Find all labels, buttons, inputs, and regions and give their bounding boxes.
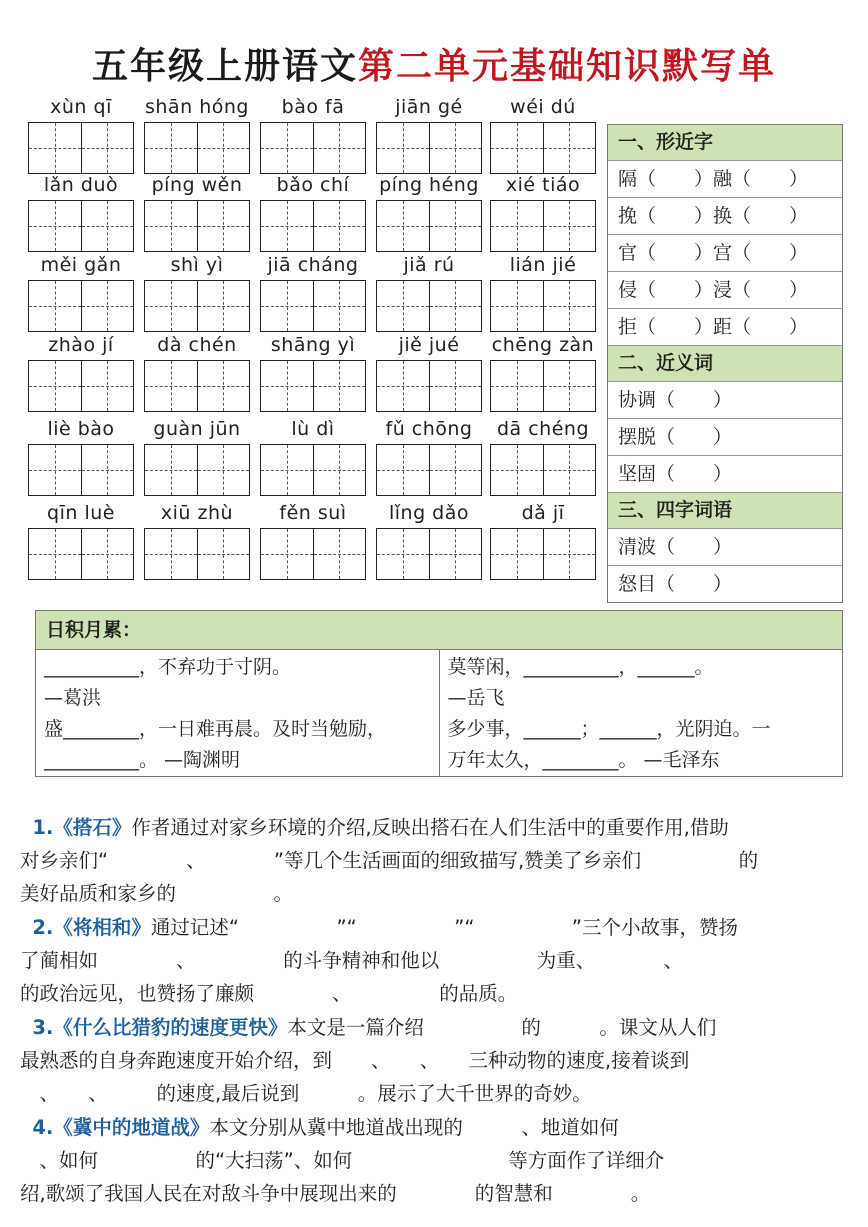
- tianzige-box[interactable]: [544, 361, 596, 411]
- lesson-title: 《什么比猎豹的速度更快》: [53, 1016, 288, 1039]
- pinyin-word-group: [376, 170, 482, 252]
- pinyin-word-group: [144, 330, 250, 412]
- lesson-number: 4.: [32, 1116, 54, 1139]
- pinyin-word-group: [490, 330, 596, 412]
- tianzige-box[interactable]: [82, 281, 134, 331]
- synonym-item[interactable]: 摆脱（ ）: [608, 419, 842, 456]
- lesson-text: 本文分别从冀中地道战出现的 、地道如何 、如何 的“大扫荡”、如何 等方面作了详细介 绍,歌颂了我国人民在对敌斗争中展现出来的 的智慧和 。: [20, 1116, 665, 1205]
- writing-boxes: [144, 528, 250, 580]
- pinyin-word-group: [260, 92, 366, 174]
- tianzige-box[interactable]: [430, 361, 482, 411]
- pinyin-word-group: [376, 498, 482, 580]
- tianzige-box[interactable]: [377, 445, 430, 495]
- pinyin-word-group: [260, 170, 366, 252]
- tianzige-box[interactable]: [198, 201, 250, 251]
- synonym-item[interactable]: 协调（ ）: [608, 382, 842, 419]
- tianzige-box[interactable]: [377, 201, 430, 251]
- pinyin-label: zhào jí: [48, 334, 114, 356]
- idiom-item[interactable]: 怒目（ ）: [618, 573, 733, 595]
- writing-boxes: [260, 528, 366, 580]
- tianzige-box[interactable]: [261, 361, 314, 411]
- pinyin-label: chēng zàn: [491, 334, 595, 356]
- tianzige-box[interactable]: [491, 281, 544, 331]
- lesson-text: 作者通过对家乡环境的介绍,反映出搭石在人们生活中的重要作用,借助 对乡亲们“ 、 ”等几个生活画面的细致描写,赞美了乡亲们 的 美好品质和家乡的 。: [20, 816, 759, 905]
- tianzige-box[interactable]: [314, 529, 366, 579]
- tianzige-box[interactable]: [29, 445, 82, 495]
- daily-accumulation-heading: 日积月累：: [36, 611, 842, 650]
- tianzige-box[interactable]: [491, 201, 544, 251]
- pinyin-word-group: [376, 414, 482, 496]
- pinyin-word-group: [144, 92, 250, 174]
- tianzige-box[interactable]: [261, 281, 314, 331]
- writing-boxes: [28, 444, 134, 496]
- tianzige-box[interactable]: [491, 123, 544, 173]
- similar-char-item[interactable]: 拒（ ）距（ ）: [608, 309, 842, 346]
- tianzige-box[interactable]: [544, 529, 596, 579]
- writing-boxes: [144, 444, 250, 496]
- tianzige-box[interactable]: [29, 123, 82, 173]
- tianzige-box[interactable]: [145, 361, 198, 411]
- pinyin-word-group: [144, 414, 250, 496]
- pinyin-row: [28, 414, 600, 500]
- pinyin-word-group: [260, 330, 366, 412]
- pinyin-word-group: [490, 250, 596, 332]
- pinyin-word-group: [376, 250, 482, 332]
- pinyin-word-group: [144, 170, 250, 252]
- lesson-number: 1.: [32, 816, 54, 839]
- synonym-item[interactable]: 坚固（ ）: [608, 456, 842, 493]
- title-grade: 五年级上册语文: [91, 46, 358, 87]
- pinyin-label: dǎ jī: [521, 502, 565, 524]
- tianzige-box[interactable]: [377, 361, 430, 411]
- writing-boxes: [376, 360, 482, 412]
- lesson-title: 《搭石》: [53, 816, 132, 839]
- tianzige-box[interactable]: [145, 281, 198, 331]
- tianzige-box[interactable]: [29, 281, 82, 331]
- tianzige-box[interactable]: [198, 445, 250, 495]
- pinyin-label: shāng yì: [270, 334, 356, 356]
- section-heading-synonyms: 二、近义词: [608, 346, 842, 382]
- pinyin-label: dà chén: [157, 334, 237, 356]
- tianzige-box[interactable]: [145, 201, 198, 251]
- writing-boxes: [490, 528, 596, 580]
- tianzige-box[interactable]: [145, 529, 198, 579]
- pinyin-word-group: [490, 92, 596, 174]
- writing-boxes: [28, 122, 134, 174]
- writing-boxes: [490, 122, 596, 174]
- tianzige-box[interactable]: [430, 281, 482, 331]
- pinyin-label: guàn jūn: [153, 418, 241, 440]
- pinyin-label: jiā cháng: [267, 254, 359, 276]
- tianzige-box[interactable]: [377, 123, 430, 173]
- pinyin-word-group: [260, 498, 366, 580]
- tianzige-box[interactable]: [82, 123, 134, 173]
- pinyin-label: shān hóng: [145, 96, 249, 118]
- pinyin-label: qīn luè: [47, 502, 115, 524]
- page-title: [0, 38, 868, 89]
- tianzige-box[interactable]: [491, 529, 544, 579]
- writing-boxes: [144, 360, 250, 412]
- section-heading-similar-chars: 一、形近字: [608, 125, 842, 161]
- writing-boxes: [376, 200, 482, 252]
- tianzige-box[interactable]: [82, 445, 134, 495]
- writing-boxes: [490, 280, 596, 332]
- pinyin-word-group: [28, 92, 134, 174]
- similar-char-item[interactable]: 隔（ ）融（ ）: [608, 161, 842, 198]
- tianzige-box[interactable]: [145, 445, 198, 495]
- tianzige-box[interactable]: [29, 201, 82, 251]
- writing-boxes: [260, 200, 366, 252]
- writing-boxes: [260, 444, 366, 496]
- writing-boxes: [490, 360, 596, 412]
- pinyin-label: píng wěn: [151, 174, 243, 196]
- writing-boxes: [28, 360, 134, 412]
- pinyin-word-group: [376, 92, 482, 174]
- tianzige-box[interactable]: [430, 201, 482, 251]
- similar-char-item[interactable]: 挽（ ）换（ ）: [608, 198, 842, 235]
- pinyin-label: xiū zhù: [160, 502, 234, 524]
- tianzige-box[interactable]: [82, 361, 134, 411]
- writing-boxes: [144, 280, 250, 332]
- pinyin-row: [28, 92, 600, 178]
- tianzige-box[interactable]: [261, 123, 314, 173]
- tianzige-box[interactable]: [314, 445, 366, 495]
- writing-boxes: [260, 280, 366, 332]
- tianzige-box[interactable]: [430, 123, 482, 173]
- pinyin-label: měi gǎn: [40, 254, 122, 276]
- pinyin-label: lù dì: [291, 418, 335, 440]
- writing-boxes: [376, 444, 482, 496]
- title-unit: 第二单元基础知识默写单: [358, 46, 777, 87]
- tianzige-box[interactable]: [261, 529, 314, 579]
- pinyin-label: shì yì: [170, 254, 224, 276]
- lesson-number: 2.: [32, 916, 54, 939]
- writing-boxes: [144, 122, 250, 174]
- writing-boxes: [28, 200, 134, 252]
- pinyin-word-group: [28, 414, 134, 496]
- tianzige-box[interactable]: [377, 281, 430, 331]
- pinyin-row: [28, 170, 600, 256]
- pinyin-label: xié tiáo: [505, 174, 581, 196]
- lesson-title: 《将相和》: [53, 916, 151, 939]
- tianzige-box[interactable]: [198, 361, 250, 411]
- writing-boxes: [144, 200, 250, 252]
- similar-char-item[interactable]: 官（ ）宫（ ）: [608, 235, 842, 272]
- pinyin-label: fǔ chōng: [385, 418, 473, 440]
- tianzige-box[interactable]: [82, 529, 134, 579]
- pinyin-label: xùn qī: [50, 96, 112, 118]
- lesson-text: 本文是一篇介绍 的 。课文从人们 最熟悉的自身奔跑速度开始介绍，到 、 、 三种动物的速度,接着谈到 、 、 的速度,最后说到 。展示了大千世界的奇妙。: [20, 1016, 717, 1105]
- tianzige-box[interactable]: [314, 123, 366, 173]
- pinyin-word-group: [28, 498, 134, 580]
- pinyin-label: píng héng: [379, 174, 479, 196]
- tianzige-box[interactable]: [261, 201, 314, 251]
- pinyin-row: [28, 330, 600, 416]
- pinyin-label: jiǎ rú: [403, 254, 455, 276]
- writing-boxes: [28, 528, 134, 580]
- tianzige-box[interactable]: [377, 529, 430, 579]
- pinyin-word-group: [260, 250, 366, 332]
- daily-quotes-right[interactable]: 莫等闲，__________，______。 —岳飞 多少事，______；______，光阴迫。一 万年太久，________。 —毛泽东: [447, 656, 771, 771]
- writing-boxes: [28, 280, 134, 332]
- writing-boxes: [260, 122, 366, 174]
- tianzige-box[interactable]: [544, 201, 596, 251]
- idiom-item[interactable]: 清波（ ）: [608, 529, 842, 566]
- pinyin-word-group: [28, 170, 134, 252]
- pinyin-word-group: [144, 250, 250, 332]
- pinyin-label: lǐng dǎo: [388, 502, 470, 524]
- pinyin-label: bǎo chí: [276, 174, 350, 196]
- tianzige-box[interactable]: [544, 281, 596, 331]
- tianzige-box[interactable]: [544, 445, 596, 495]
- pinyin-label: fěn suì: [279, 502, 347, 524]
- pinyin-row: [28, 250, 600, 336]
- tianzige-box[interactable]: [314, 281, 366, 331]
- pinyin-word-group: [28, 330, 134, 412]
- daily-accumulation-box: [35, 610, 843, 777]
- pinyin-word-group: [490, 414, 596, 496]
- section-heading-idioms: 三、四字词语: [608, 493, 842, 529]
- tianzige-box[interactable]: [430, 445, 482, 495]
- pinyin-label: lǎn duò: [43, 174, 119, 196]
- pinyin-label: jiě jué: [398, 334, 460, 356]
- lesson-paragraph[interactable]: [20, 1078, 850, 1210]
- pinyin-label: liè bào: [47, 418, 115, 440]
- tianzige-box[interactable]: [491, 361, 544, 411]
- writing-boxes: [376, 280, 482, 332]
- tianzige-box[interactable]: [544, 123, 596, 173]
- writing-boxes: [490, 444, 596, 496]
- tianzige-box[interactable]: [82, 201, 134, 251]
- pinyin-word-group: [490, 170, 596, 252]
- writing-boxes: [490, 200, 596, 252]
- pinyin-label: bào fā: [281, 96, 345, 118]
- pinyin-row: [28, 498, 600, 584]
- tianzige-box[interactable]: [145, 123, 198, 173]
- tianzige-box[interactable]: [314, 361, 366, 411]
- tianzige-box[interactable]: [261, 445, 314, 495]
- pinyin-word-group: [490, 498, 596, 580]
- similar-char-item[interactable]: 侵（ ）浸（ ）: [608, 272, 842, 309]
- pinyin-label: dā chéng: [496, 418, 590, 440]
- lesson-title: 《冀中的地道战》: [53, 1116, 210, 1139]
- pinyin-word-group: [28, 250, 134, 332]
- tianzige-box[interactable]: [314, 201, 366, 251]
- pinyin-word-group: [376, 330, 482, 412]
- tianzige-box[interactable]: [430, 529, 482, 579]
- tianzige-box[interactable]: [29, 361, 82, 411]
- tianzige-box[interactable]: [491, 445, 544, 495]
- writing-boxes: [260, 360, 366, 412]
- pinyin-label: wéi dú: [510, 96, 576, 118]
- pinyin-label: lián jié: [509, 254, 577, 276]
- tianzige-box[interactable]: [198, 123, 250, 173]
- tianzige-box[interactable]: [198, 529, 250, 579]
- pinyin-label: jiān gé: [395, 96, 463, 118]
- tianzige-box[interactable]: [198, 281, 250, 331]
- daily-quotes-left[interactable]: __________，不弃功于寸阴。 —葛洪 盛________，一日难再晨。及时当勉励， __________。 —陶渊明: [36, 650, 440, 776]
- writing-boxes: [376, 122, 482, 174]
- lesson-number: 3.: [32, 1016, 54, 1039]
- tianzige-box[interactable]: [29, 529, 82, 579]
- writing-boxes: [376, 528, 482, 580]
- side-panel: [607, 124, 843, 603]
- lesson-text: 通过记述“ ”“ ”“ ”三个小故事，赞扬 了蔺相如 、 的斗争精神和他以 为重、 、 的政治远见，也赞扬了廉颇 、 的品质。: [20, 916, 739, 1005]
- pinyin-word-group: [144, 498, 250, 580]
- pinyin-word-group: [260, 414, 366, 496]
